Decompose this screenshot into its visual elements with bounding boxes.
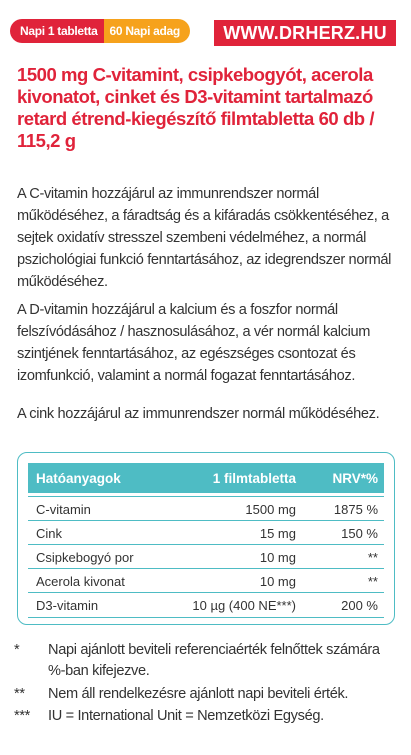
ingredient-name: Csipkebogyó por [36, 549, 134, 565]
table-row [28, 568, 384, 593]
ingredient-nrv: 1875 % [333, 501, 378, 517]
dosage-badge [10, 19, 190, 43]
footnote-mark: ** [14, 686, 25, 702]
table-row [28, 496, 384, 521]
dosage-pill [10, 19, 190, 43]
footnote-mark: *** [14, 708, 30, 724]
footnote [14, 684, 398, 705]
footnote-mark: * [14, 642, 20, 658]
ingredient-nrv: ** [367, 573, 378, 589]
ingredient-nrv: ** [367, 549, 378, 565]
table-row [28, 520, 384, 545]
table-row [28, 544, 384, 569]
ingredient-nrv: 200 % [341, 597, 378, 613]
footnote [14, 640, 398, 682]
ingredient-nrv: 150 % [341, 525, 378, 541]
header-nrv: NRV*% [332, 470, 378, 486]
ingredient-amount: 10 mg [259, 573, 296, 589]
footnote-text: IU = International Unit = Nemzetközi Egység. [48, 708, 324, 724]
ingredient-name: C-vitamin [36, 501, 91, 517]
product-title: 1500 mg C-vitamint, csipkebogyót, acerola kivonatot, cinket és D3-vitamint tartalmazó retard étrend-kiegészítő filmtabletta 60 db / 115,2 g [17, 64, 375, 151]
ingredient-name: D3-vitamin [36, 597, 99, 613]
header-ingredients: Hatóanyagok [36, 470, 121, 486]
table-header [28, 463, 384, 493]
footnote-text: Napi ajánlott beviteli referenciaérték felnőttek számára %-ban kifejezve. [48, 642, 380, 679]
header-per-tablet: 1 filmtabletta [212, 470, 296, 486]
table-row [28, 592, 384, 618]
daily-tablet-badge: Napi 1 tabletta [10, 19, 104, 43]
ingredient-amount: 15 mg [259, 525, 296, 541]
zinc-paragraph: A cink hozzájárul az immunrendszer normál működéséhez. [17, 406, 380, 422]
website-banner: WWW.DRHERZ.HU [214, 20, 396, 46]
ingredient-amount: 10 µg (400 NE***) [192, 597, 296, 613]
ingredient-amount: 1500 mg [245, 501, 296, 517]
ingredients-table [17, 452, 395, 625]
ingredient-name: Cink [36, 525, 63, 541]
ingredient-name: Acerola kivonat [36, 573, 125, 589]
daily-dose-badge: 60 Napi adag [104, 19, 190, 43]
vitamin-c-paragraph: A C-vitamin hozzájárul az immunrendszer normál működéséhez, a fáradtság és a kifáradás csökkentéséhez, a sejtek oxidatív stresszel szembeni védelméhez, a normál pszichológiai funkció fenntartásához, az idegrendszer normál működéséhez. [17, 186, 392, 290]
footnote [14, 706, 398, 727]
footnote-text: Nem áll rendelkezésre ajánlott napi beviteli érték. [48, 686, 349, 702]
ingredient-amount: 10 mg [259, 549, 296, 565]
vitamin-d-paragraph: A D-vitamin hozzájárul a kalcium és a foszfor normál felszívódásához / hasznosulásához, a vér normál kalcium szintjének fenntartásához, az egészséges csontozat és izomfunkció, valamint a normál fogazat fenntartásához. [17, 302, 371, 384]
